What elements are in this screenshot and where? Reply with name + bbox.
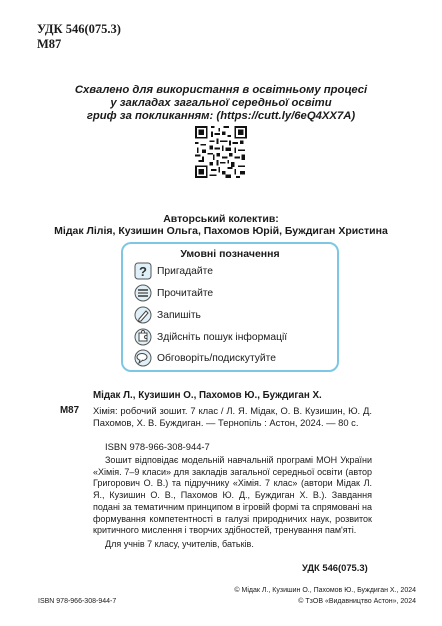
audience-note: Для учнів 7 класу, учителів, батьків. — [105, 538, 254, 549]
approval-notice — [0, 84, 442, 123]
legend-title: Умовні позначення — [180, 248, 280, 260]
author-mark-code: М87 — [37, 37, 62, 51]
svg-text:?: ? — [139, 264, 147, 279]
legend-item-recall — [133, 261, 213, 281]
legend-label-search: Здійсніть пошук інформації — [157, 331, 288, 343]
udk-code: УДК 546(075.3) — [37, 22, 121, 36]
question-icon — [133, 261, 153, 281]
copyright-authors: © Мідак Л., Кузишин О., Пахомов Ю., Буждиган Х., 2024 — [234, 587, 416, 594]
approval-line-3: гриф за покликанням: (https://cutt.ly/6eQ4XX7A) — [86, 110, 356, 122]
approval-line-2: у закладах загальної середньої освіти — [110, 97, 332, 109]
biblio-isbn: ISBN 978-966-308-944-7 — [105, 441, 210, 452]
udk-code-footer: УДК 546(075.3) — [302, 562, 368, 573]
pencil-icon — [133, 305, 153, 325]
abstract — [93, 455, 372, 551]
biblio-code: М87 — [60, 405, 80, 416]
legend-label-write: Запишіть — [157, 309, 201, 321]
book-icon — [133, 283, 153, 303]
biblio-description — [93, 405, 372, 429]
approval-line-1: Схвалено для використання в освітньому процесі — [74, 84, 368, 96]
biblio-description-text: Хімія: робочий зошит. 7 клас / Л. Я. Мідак, О. В. Кузишин, Ю. Д. Пахомов, Х. В. Буждиган. — Тернопіль : Астон, 2024. — 80 с. — [93, 405, 372, 429]
legend-label-recall: Пригадайте — [157, 265, 213, 277]
copyright-publisher: © ТзОВ «Видавництво Астон», 2024 — [298, 598, 416, 605]
legend-item-search — [133, 327, 287, 347]
udk-code-header — [37, 22, 121, 52]
speech-icon — [133, 348, 153, 368]
authors-title: Авторський колектив: — [163, 213, 279, 225]
puzzle-icon — [133, 327, 153, 347]
qr-code[interactable] — [195, 126, 247, 178]
legend-item-read — [133, 283, 213, 303]
legend-label-read: Прочитайте — [157, 287, 214, 299]
authors-names: Мідак Лілія, Кузишин Ольга, Пахомов Юрій, Буждиган Христина — [54, 225, 388, 237]
legend-item-discuss — [133, 348, 276, 368]
isbn-footer: ISBN 978-966-308-944-7 — [38, 598, 117, 605]
legend-item-write — [133, 305, 201, 325]
legend-label-discuss: Обговоріть/подискутуйте — [157, 352, 277, 364]
abstract-paragraph: Зошит відповідає модельній навчальній програмі МОН України «Хімія. 7–9 класи» для закладів загальної середньої освіти (автор Григорович О. В.) та підручнику «Хімія. 7 клас» (автори Мідак Л. Я., Кузишин О. В., Пахомов Ю. Д., Буждиган Х. В.). Завдання подані за тематичним принципом в ігровій формі та спрямовані на формування компетентності в галузі природничих наук, розвиток критичного мислення і творчих здібностей, тренування пам'яті. — [93, 455, 372, 536]
biblio-authors: Мідак Л., Кузишин О., Пахомов Ю., Буждиган Х. — [93, 390, 322, 401]
